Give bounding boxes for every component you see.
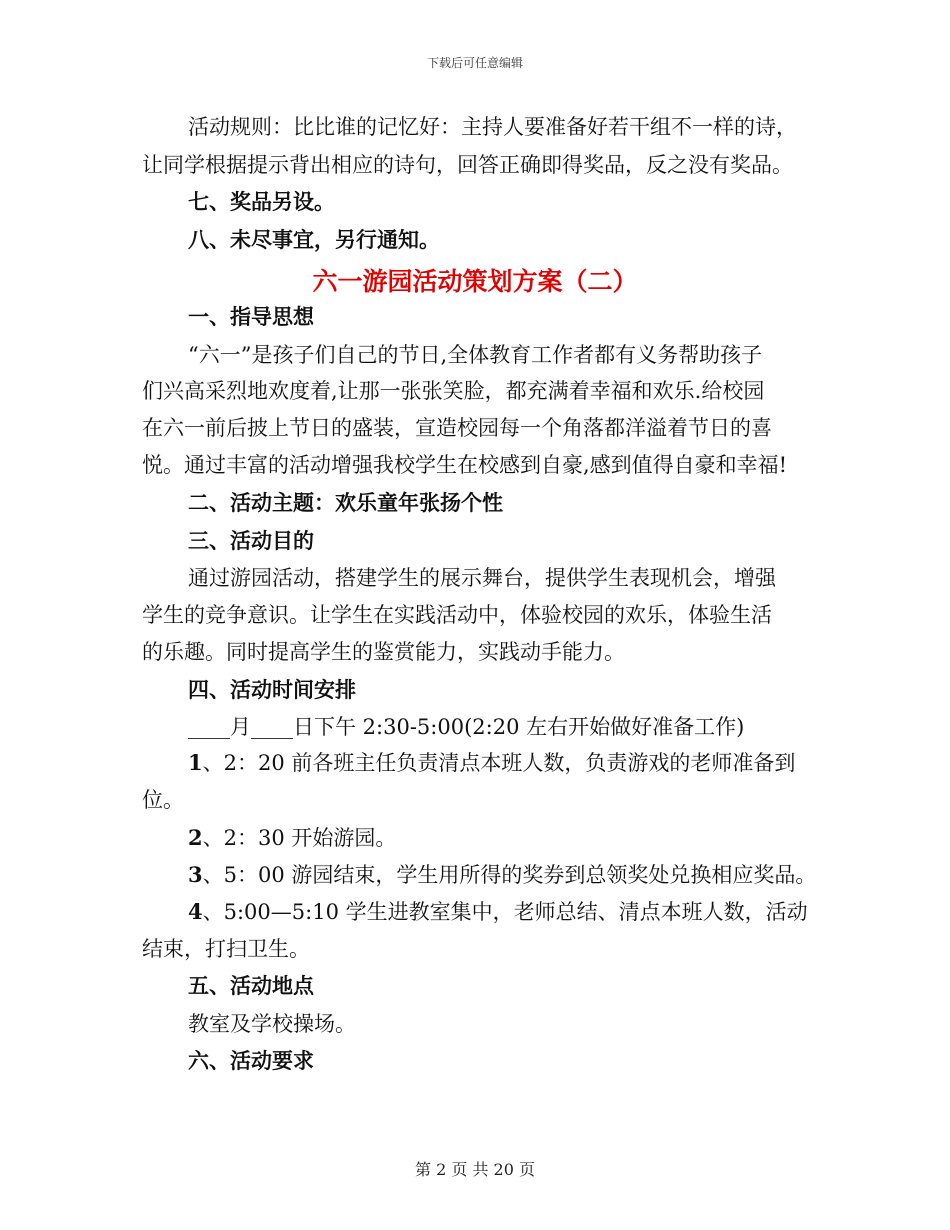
paragraph-line: 结束，打扫卫生。: [142, 937, 310, 961]
list-number: 4: [188, 899, 203, 924]
paragraph-line: 们兴高采烈地欢度着,让那一张张笑脸，都充满着幸福和欢乐.给校园: [142, 379, 765, 403]
paragraph-line: 通过游园活动，搭建学生的展示舞台，提供学生表现机会，增强: [188, 566, 776, 590]
section-heading: 一、指导思想: [188, 304, 314, 329]
list-item: [188, 862, 816, 888]
paragraph-line: ____月____日下午 2:30-5:00(2:20 左右开始做好准备工作): [188, 715, 745, 739]
list-text: 、5:00—5:10 学生进教室集中，老师总结、清点本班人数，活动: [202, 900, 808, 924]
list-text: 、2：30 开始游园。: [202, 826, 397, 850]
paragraph-line: 悦。通过丰富的活动增强我校学生在校感到自豪,感到值得自豪和幸福!: [142, 453, 788, 477]
list-text: 、2：20 前各班主任负责清点本班人数，负责游戏的老师准备到: [202, 751, 796, 775]
section-heading: 三、活动目的: [188, 528, 314, 553]
paragraph-line: 的乐趣。同时提高学生的鉴赏能力，实践动手能力。: [142, 640, 625, 664]
list-number: 3: [188, 862, 203, 887]
paragraph-line: 让同学根据提示背出相应的诗句，回答正确即得奖品，反之没有奖品。: [142, 153, 793, 177]
paragraph-line: 教室及学校操场。: [188, 1012, 356, 1036]
section-heading: 八、未尽事宜，另行通知。: [188, 227, 440, 252]
section-heading: 七、奖品另设。: [188, 189, 335, 214]
paragraph-line: 学生的竞争意识。让学生在实践活动中，体验校园的欢乐，体验生活: [142, 603, 772, 627]
section-heading: 六、活动要求: [188, 1048, 314, 1073]
paragraph-line: “六一”是孩子们自己的节日,全体教育工作者都有义务帮助孩子: [188, 343, 763, 367]
list-text: 、5：00 游园结束，学生用所得的奖券到总领奖处兑换相应奖品。: [202, 863, 817, 887]
page-header: 下载后可任意编辑: [426, 56, 523, 70]
section-heading: 五、活动地点: [188, 973, 314, 998]
paragraph-line: 在六一前后披上节日的盛装，宣造校园每一个角落都洋溢着节日的喜: [142, 416, 772, 440]
page-footer: 第 2 页 共 20 页: [415, 1160, 535, 1179]
section-heading: 二、活动主题：欢乐童年张扬个性: [188, 490, 503, 515]
list-item: [188, 750, 795, 776]
paragraph-line: 位。: [142, 788, 184, 812]
list-number: 2: [188, 825, 203, 850]
list-item: [188, 825, 396, 851]
section-heading: 四、活动时间安排: [188, 677, 356, 702]
list-item: [188, 899, 808, 925]
list-number: 1: [188, 750, 203, 775]
paragraph-line: 活动规则：比比谁的记忆好：主持人要准备好若干组不一样的诗，: [188, 115, 797, 139]
document-title: 六一游园活动策划方案（二）: [312, 267, 638, 296]
